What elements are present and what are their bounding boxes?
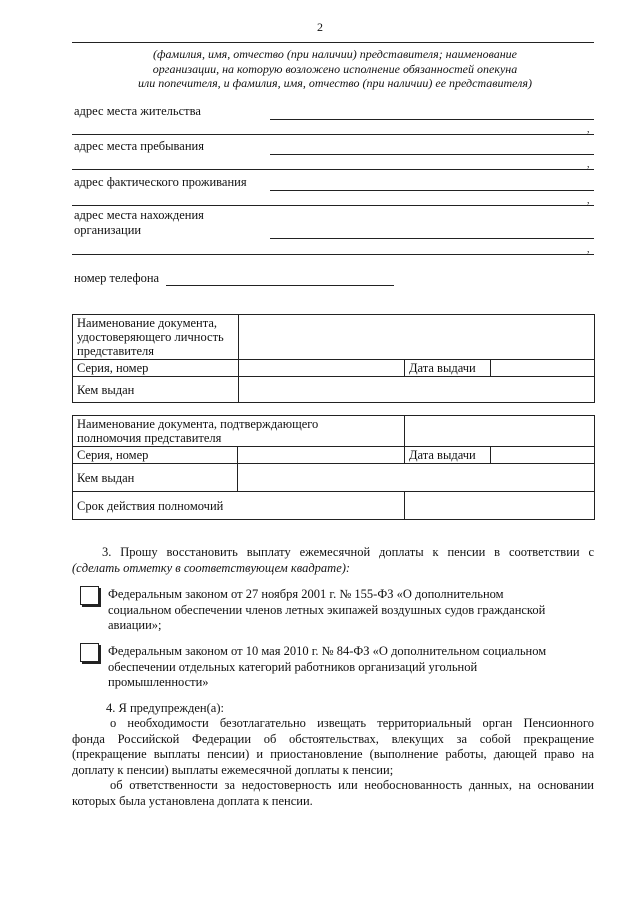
page-number: 2 xyxy=(317,20,323,34)
authority-document-table xyxy=(72,415,595,520)
id-doc-series-field[interactable] xyxy=(239,360,405,377)
option-84fz-checkbox[interactable] xyxy=(80,643,99,662)
section4-notice-1: о необходимости безотлагательно извещать территориальный орган Пенсионного фонда Российской Федерации об обстоятельствах, влекущих за собой прекращение (прекращение выплаты пенсии) и приостановление (выполнение работы, дающей право на доплату к пенсии) выплаты ежемесячной доплаты к пенсии; xyxy=(72,716,594,777)
id-doc-date-label: Дата выдачи xyxy=(405,360,491,377)
id-doc-issuer-field[interactable] xyxy=(239,377,595,403)
auth-doc-issuer-field[interactable] xyxy=(238,464,595,492)
representative-caption: (фамилия, имя, отчество (при наличии) представителя; наименование организации, на которую возложено исполнение обязанностей опекуна или попечителя, и фамилия, имя, отчество (при наличии) ее представителя) xyxy=(138,47,532,90)
actual-address-field-1[interactable] xyxy=(270,190,594,191)
id-doc-name-label: Наименование документа, удостоверяющего личность представителя xyxy=(73,315,239,360)
section3-intro: 3. Прошу восстановить выплату ежемесячной доплаты к пенсии в соответствии с (сделать отметку в соответствующем квадрате): xyxy=(72,545,594,575)
org-address-field-1[interactable] xyxy=(270,238,594,239)
residence-address-field-2[interactable] xyxy=(72,134,594,135)
option-155fz-text: Федеральным законом от 27 ноября 2001 г. № 155-ФЗ «О дополнительном социальном обеспечении членов летных экипажей воздушных судов гражданской авиации»; xyxy=(108,587,546,632)
section4-notice-2: об ответственности за недостоверность или необоснованность данных, на основании которых была установлена доплата к пенсии. xyxy=(72,778,594,808)
auth-validity-label: Срок действия полномочий xyxy=(73,492,405,520)
identity-document-table xyxy=(72,314,595,403)
option-84fz-text: Федеральным законом от 10 мая 2010 г. № 84-ФЗ «О дополнительном социальном обеспечении отдельных категорий работников организаций угольной промышленности» xyxy=(108,644,547,689)
auth-doc-series-label: Серия, номер xyxy=(73,447,238,464)
id-doc-series-label: Серия, номер xyxy=(73,360,239,377)
id-doc-date-field[interactable] xyxy=(491,360,595,377)
residence-address-field-1[interactable] xyxy=(270,119,594,120)
option-155fz-checkbox[interactable] xyxy=(80,586,99,605)
residence-address-label: адрес места жительства xyxy=(74,104,201,118)
org-address-label: адрес места нахождения организации xyxy=(74,208,204,237)
auth-validity-field[interactable] xyxy=(405,492,595,520)
id-doc-name-field[interactable] xyxy=(239,315,595,360)
actual-address-label: адрес фактического проживания xyxy=(74,175,247,189)
auth-doc-series-field[interactable] xyxy=(238,447,405,464)
representative-name-line xyxy=(72,42,594,43)
auth-doc-issuer-label: Кем выдан xyxy=(73,464,238,492)
section4-heading: 4. Я предупрежден(а): xyxy=(106,701,224,715)
stay-address-field-2[interactable] xyxy=(72,169,594,170)
phone-field[interactable] xyxy=(166,285,394,286)
phone-label: номер телефона xyxy=(74,271,160,285)
actual-address-field-2[interactable] xyxy=(72,205,594,206)
auth-doc-date-field[interactable] xyxy=(491,447,595,464)
stay-address-field-1[interactable] xyxy=(270,154,594,155)
stay-address-label: адрес места пребывания xyxy=(74,139,204,153)
id-doc-issuer-label: Кем выдан xyxy=(73,377,239,403)
auth-doc-name-label: Наименование документа, подтверждающего полномочия представителя xyxy=(73,416,405,447)
auth-doc-date-label: Дата выдачи xyxy=(405,447,491,464)
auth-doc-name-field[interactable] xyxy=(405,416,595,447)
org-address-field-2[interactable] xyxy=(72,254,594,255)
